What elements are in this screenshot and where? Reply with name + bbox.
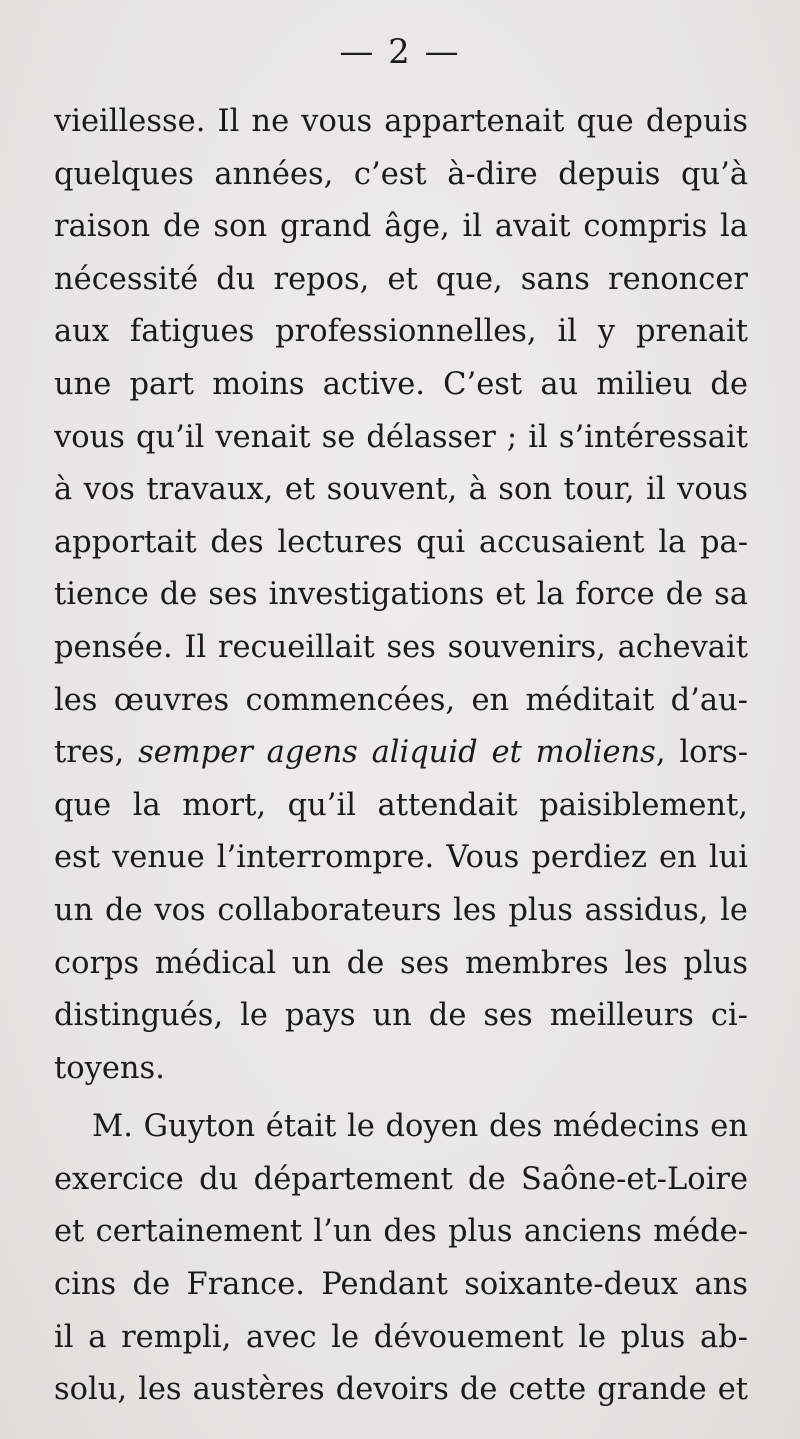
body-text	[54, 96, 748, 1417]
text-line: cins de France. Pendant soixante-deux ans	[54, 1267, 748, 1303]
text-line: les œuvres commencées, en méditait d’au-	[54, 682, 748, 718]
text-line: raison de son grand âge, il avait compris la	[54, 209, 748, 245]
text-line: solu, les austères devoirs de cette grande et	[54, 1372, 748, 1408]
text-line: toyens.	[54, 1050, 165, 1086]
page-number: — 2 —	[339, 32, 461, 72]
text-line: distingués, le pays un de ses meilleurs ci-	[54, 998, 748, 1034]
text-line: que la mort, qu’il attendait paisiblement,	[54, 787, 748, 823]
text-line: est venue l’interrompre. Vous perdiez en lui	[54, 840, 748, 876]
text-line: il a rempli, avec le dévouement le plus ab-	[54, 1319, 748, 1355]
text-line: quelques années, c’est à-dire depuis qu’à	[54, 156, 748, 192]
text-line: et certainement l’un des plus anciens méde-	[54, 1214, 748, 1250]
text-line: corps médical un de ses membres les plus	[54, 945, 748, 981]
text-line: un de vos collaborateurs les plus assidus, le	[54, 892, 748, 928]
text-line: à vos travaux, et souvent, à son tour, il vous	[54, 472, 748, 508]
paragraph-1	[54, 96, 748, 1095]
text-line: exercice du département de Saône-et-Loire	[54, 1161, 748, 1197]
text-line: pensée. Il recueillait ses souvenirs, achevait	[54, 629, 748, 665]
paragraph-2	[54, 1101, 748, 1417]
text-line: apportait des lectures qui accusaient la pa-	[54, 524, 748, 560]
text-line: vous qu’il venait se délasser ; il s’intéressait	[54, 419, 748, 455]
latin-phrase: semper agens aliquid et moliens	[138, 735, 656, 771]
text-line: vieillesse. Il ne vous appartenait que depuis	[54, 104, 748, 139]
text-line: nécessité du repos, et que, sans renoncer	[54, 261, 748, 297]
text-line-latin-quote	[54, 727, 748, 780]
line-text-after: , lors-	[655, 735, 748, 771]
text-line: M. Guyton était le doyen des médecins en	[92, 1109, 748, 1145]
text-line: aux fatigues professionnelles, il y prenait	[54, 314, 748, 350]
text-line: tience de ses investigations et la force de sa	[54, 577, 748, 613]
text-line: une part moins active. C’est au milieu de	[54, 366, 748, 402]
line-text-before: tres,	[54, 735, 139, 771]
